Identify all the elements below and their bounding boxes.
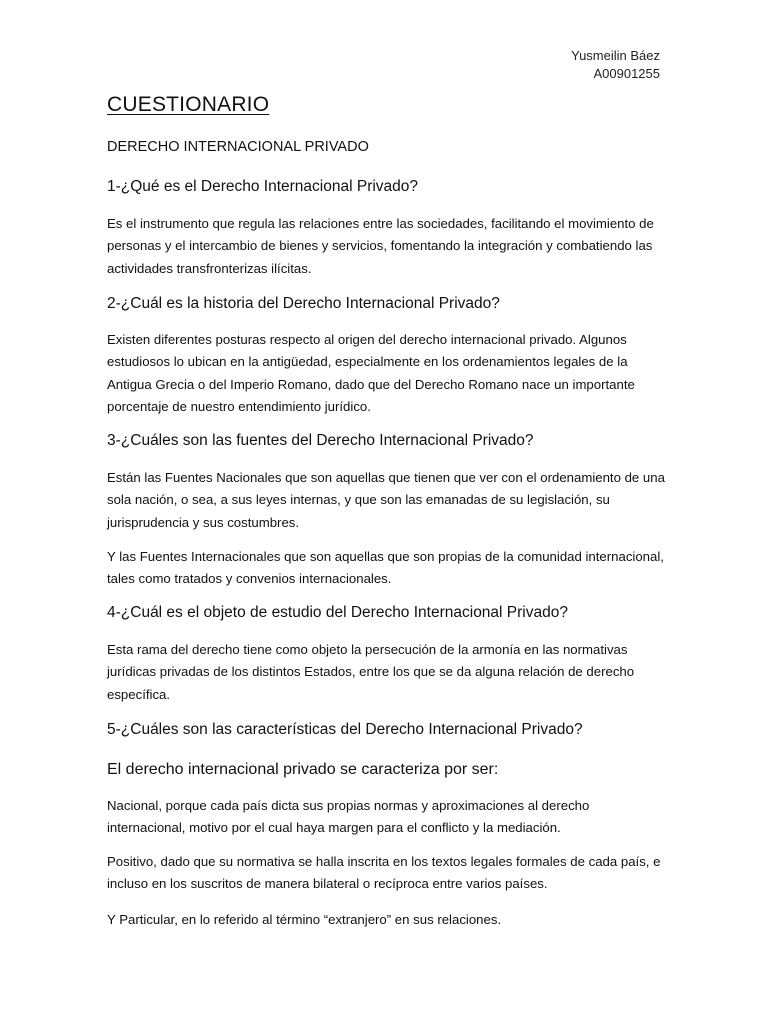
answer-3a: Están las Fuentes Nacionales que son aquellas que tienen que ver con el ordenamiento de una sola nación, o sea, a sus leyes internas, y que son las emanadas de su legislación, su jurisprudencia y sus costumbres. xyxy=(107,470,665,530)
question-3: 3-¿Cuáles son las fuentes del Derecho Internacional Privado? xyxy=(107,432,534,449)
question-2: 2-¿Cuál es la historia del Derecho Internacional Privado? xyxy=(107,295,500,312)
question-5: 5-¿Cuáles son las características del Derecho Internacional Privado? xyxy=(107,721,583,738)
answer-5c: Y Particular, en lo referido al término “extranjero” en sus relaciones. xyxy=(107,912,502,927)
question-1: 1-¿Qué es el Derecho Internacional Privado? xyxy=(107,178,419,195)
answer-3b: Y las Fuentes Internacionales que son aquellas que son propias de la comunidad internacional, tales como tratados y convenios internacionales. xyxy=(107,549,664,587)
answer-2: Existen diferentes posturas respecto al origen del derecho internacional privado. Algunos estudiosos lo ubican en la antigüedad, especialmente en los ordenamientos legales de la Antigua Grecia o del Imperio Romano, dado que del Derecho Romano nace un importante porcentaje de nuestro entendimiento jurídico. xyxy=(107,332,635,414)
document-title: CUESTIONARIO xyxy=(107,93,270,116)
answer-5b: Positivo, dado que su normativa se halla inscrita en los textos legales formales de cada país, e incluso en los suscritos de manera bilateral o recíproca entre varios países. xyxy=(107,854,661,892)
author-name: Yusmeilin Báez xyxy=(571,48,660,63)
question-4: 4-¿Cuál es el objeto de estudio del Derecho Internacional Privado? xyxy=(107,604,568,621)
document-subtitle: DERECHO INTERNACIONAL PRIVADO xyxy=(107,139,369,155)
answer-1: Es el instrumento que regula las relaciones entre las sociedades, facilitando el movimiento de personas y el intercambio de bienes y servicios, fomentando la integración y combatiendo las actividades transfronterizas ilícitas. xyxy=(107,216,654,276)
author-id: A00901255 xyxy=(593,66,660,81)
answer-5a: Nacional, porque cada país dicta sus propias normas y aproximaciones al derecho internacional, motivo por el cual haya margen para el conflicto y la mediación. xyxy=(107,798,590,836)
answer-5-intro: El derecho internacional privado se caracteriza por ser: xyxy=(107,761,499,778)
answer-4: Esta rama del derecho tiene como objeto la persecución de la armonía en las normativas jurídicas privadas de los distintos Estados, entre los que se da alguna relación de derecho específica. xyxy=(107,642,635,702)
author-block xyxy=(571,47,660,83)
